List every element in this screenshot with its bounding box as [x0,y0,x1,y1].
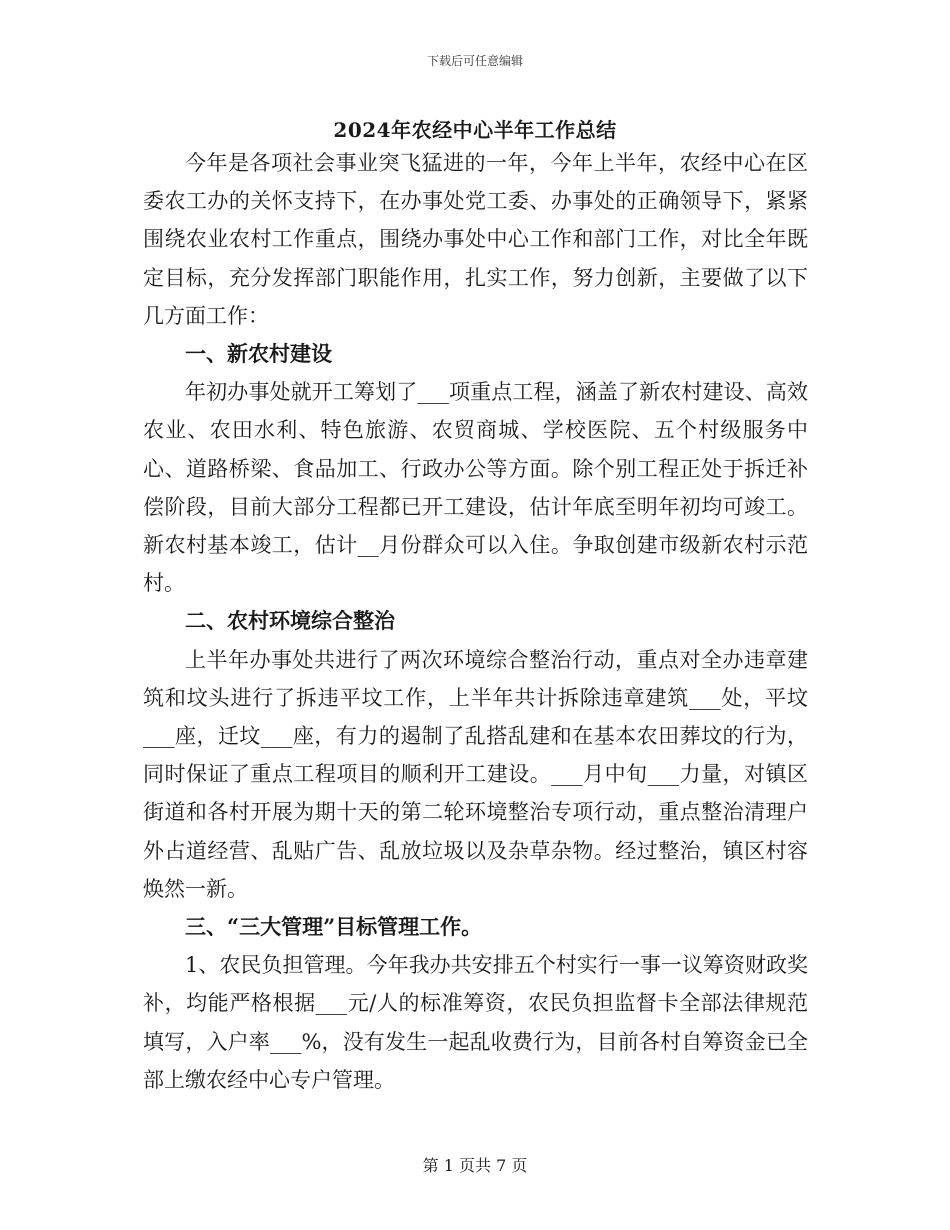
section-heading-three-management: 三、“三大管理”目标管理工作。 [185,914,483,940]
section-paragraph-farmer-burden: 1、农民负担管理。今年我办共安排五个村实行一事一议筹资财政奖补，均能严格根据___元/人的标准筹资，农民负担监督卡全部法律规范填写，入户率___%，没有发生一起乱收费行为，目前各村自筹资金已全部上缴农经中心专户管理。 [143,953,808,1092]
header-note: 下载后可任意编辑 [426,54,523,68]
document-body [143,144,808,1099]
intro-paragraph: 今年是各项社会事业突飞猛进的一年，今年上半年，农经中心在区委农工办的关怀支持下，在办事处党工委、办事处的正确领导下，紧紧围绕农业农村工作重点，围绕办事处中心工作和部门工作，对比全年既定目标，充分发挥部门职能作用，扎实工作，努力创新，主要做了以下几方面工作： [143,151,808,328]
page-number: 第 1 页共 7 页 [422,1156,528,1175]
section-paragraph-new-countryside: 年初办事处就开工筹划了___项重点工程，涵盖了新农村建设、高效农业、农田水利、特色旅游、农贸商城、学校医院、五个村级服务中心、道路桥梁、食品加工、行政办公等方面。除个别工程正处于拆迁补偿阶段，目前大部分工程都已开工建设，估计年底至明年初均可竣工。新农村基本竣工，估计__月份群众可以入住。争取创建市级新农村示范村。 [143,380,808,596]
section-heading-environment: 二、农村环境综合整治 [185,608,395,634]
document-title: 2024年农经中心半年工作总结 [333,118,617,142]
section-heading-new-countryside: 一、新农村建设 [185,341,332,367]
section-paragraph-environment: 上半年办事处共进行了两次环境综合整治行动，重点对全办违章建筑和坟头进行了拆违平坟工作，上半年共计拆除违章建筑___处，平坟___座，迁坟___座，有力的遏制了乱搭乱建和在基本农田葬坟的行为，同时保证了重点工程项目的顺利开工建设。___月中旬___力量，对镇区街道和各村开展为期十天的第二轮环境整治专项行动，重点整治清理户外占道经营、乱贴广告、乱放垃圾以及杂草杂物。经过整治，镇区村容焕然一新。 [143,647,808,901]
